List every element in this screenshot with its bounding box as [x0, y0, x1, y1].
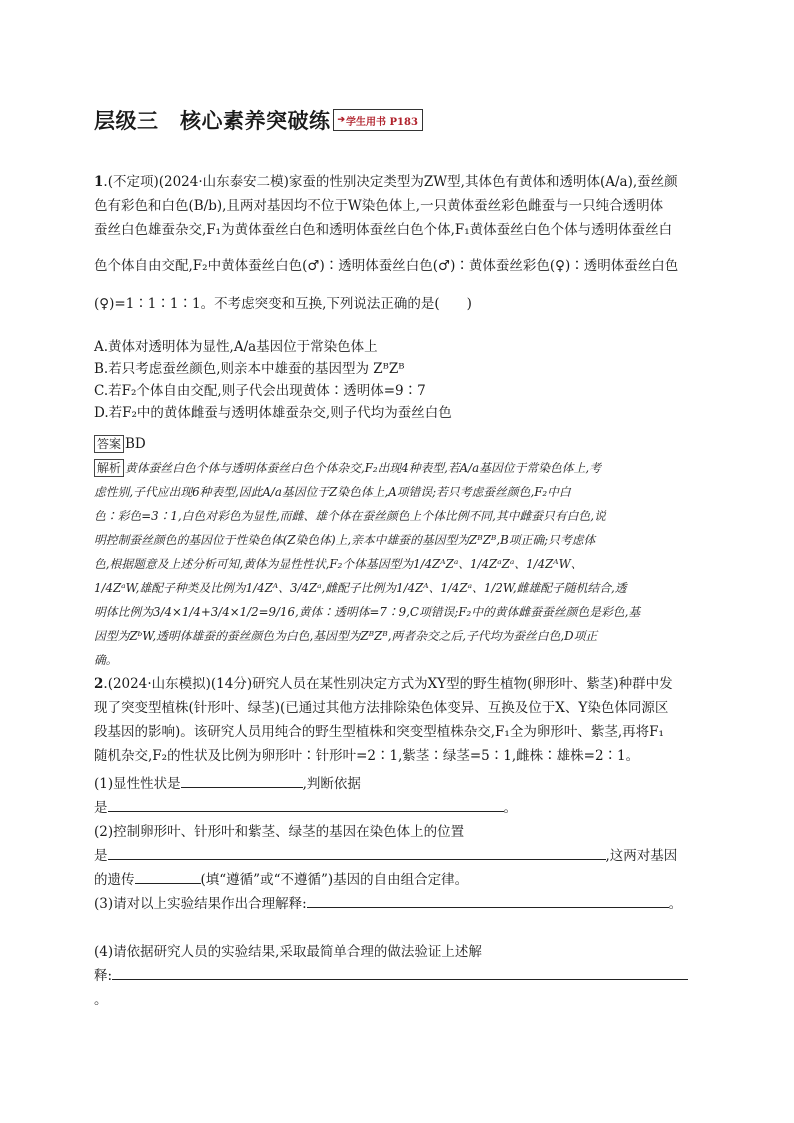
q2-number: 2 [94, 676, 104, 692]
q2-sub2-line-2 [94, 844, 700, 868]
sub3-prompt: (3)请对以上实验结果作出合理解释: [94, 896, 307, 912]
section-header [94, 104, 423, 136]
analysis-line-5: 色,根据题意及上述分析可知,黄体为显性性状,F₂个体基因型为1/4ZᴬZᵃ、1/4ZᵃZᵃ、1/4ZᴬW、 [94, 557, 583, 571]
q1-answer-row [94, 434, 700, 454]
sub1-reason-label: ,判断依据 [302, 776, 361, 792]
q1-option-c: C.若F₂个体自由交配,则子代会出现黄体∶透明体=9∶7 [94, 383, 426, 399]
q1-analysis [94, 456, 700, 672]
sub1-end: 。 [503, 800, 517, 816]
q1-options [94, 336, 700, 424]
q2-sub4-line-2 [94, 964, 700, 988]
ref-badge-text: 学生用书 P183 [346, 116, 418, 128]
analysis-line-7: 明体比例为3/4×1/4+3/4×1/2=9/16,黄体∶透明体=7∶9,C项错误;F₂中的黄体雌蚕蚕丝颜色是彩色,基 [94, 605, 641, 619]
q1-line-2: 色有彩色和白色(B/b),且两对基因均不位于W染色体上,一只黄体蚕丝彩色雌蚕与一只纯合透明体 [94, 198, 664, 214]
q2-line-3: 段基因的影响)。该研究人员用纯合的野生型植株和突变型植株杂交,F₁全为卵形叶、紫茎,再将F₁ [94, 724, 664, 740]
sub2-follow-blank[interactable] [135, 869, 201, 884]
textbook-page-reference [333, 109, 423, 131]
q1-option-d: D.若F₂中的黄体雌蚕与透明体雄蚕杂交,则子代均为蚕丝白色 [94, 405, 452, 421]
sub2-tail: ,这两对基因 [605, 848, 678, 864]
question-2 [94, 672, 700, 768]
q1-answer: BD [125, 436, 146, 452]
analysis-line-9: 确。 [94, 653, 118, 667]
analysis-line-8: 因型为ZᵇW,透明体雄蚕的蚕丝颜色为白色,基因型为ZᴮZᴮ,两者杂交之后,子代均为蚕丝白色,D项正 [94, 629, 598, 643]
q1-number: 1 [94, 174, 104, 190]
q2-sub1-line-1 [94, 772, 700, 796]
sub1-shi: 是 [94, 800, 108, 816]
analysis-line-3: 色∶彩色=3∶1,白色对彩色为显性,而雌、雄个体在蚕丝颜色上个体比例不同,其中雌蚕只有白色,说 [94, 509, 606, 523]
analysis-line-4: 明控制蚕丝颜色的基因位于性染色体(Z染色体)上,亲本中雄蚕的基因型为ZᴮZᴮ,B项正确;只考虑体 [94, 533, 596, 547]
q1-option-b: B.若只考虑蚕丝颜色,则亲本中雄蚕的基因型为 ZᴮZᴮ [94, 361, 405, 377]
q2-text-1: .(2024·山东模拟)(14分)研究人员在某性别决定方式为XY型的野生植物(卵形叶、紫茎)种群中发 [103, 676, 673, 692]
sub4-shi: 释: [94, 968, 113, 984]
q1-line-3: 蚕丝白色雄蚕杂交,F₁为黄体蚕丝白色和透明体蚕丝白色个体,F₁黄体蚕丝白色个体与透明体蚕丝白 [94, 222, 673, 238]
answer-label: 答案 [94, 435, 124, 453]
q2-sub2-line-3 [94, 868, 700, 892]
sub1-dominant-blank[interactable] [181, 773, 303, 788]
q1-text-1: .(不定项)(2024·山东泰安二模)家蚕的性别决定类型为ZW型,其体色有黄体和透明体(A/a),蚕丝颜 [103, 174, 678, 190]
sub2-shi: 是 [94, 848, 108, 864]
q2-sub-4 [94, 940, 700, 1012]
q1-line-1 [94, 170, 700, 194]
q2-line-1 [94, 672, 700, 696]
analysis-line-1 [94, 456, 700, 480]
sub2-location-blank[interactable] [108, 845, 606, 860]
sub3-end: 。 [668, 896, 683, 912]
q2-line-4: 随机杂交,F₂的性状及比例为卵形叶∶针形叶=2∶1,紫茎∶绿茎=5∶1,雌株∶雄株=2∶1。 [94, 748, 640, 764]
analysis-text-1: 黄体蚕丝白色个体与透明体蚕丝白色个体杂交,F₂出现4种表型,若A/a基因位于常染色体上,考 [125, 461, 601, 475]
sub4-method-blank[interactable] [112, 965, 688, 980]
q2-line-2: 现了突变型植株(针形叶、绿茎)(已通过其他方法排除染色体变异、互换及位于X、Y染色体同源区 [94, 700, 669, 716]
analysis-line-2: 虑性别,子代应出现6种表型,因此A/a基因位于Z染色体上,A项错误;若只考虑蚕丝颜色,F₂中白 [94, 485, 571, 499]
q2-sub-1 [94, 772, 700, 820]
q1-line-5: (♀)=1∶1∶1∶1。不考虑突变和互换,下列说法正确的是( ) [94, 296, 472, 312]
q2-sub3-line [94, 892, 700, 916]
q2-sub-2 [94, 820, 700, 892]
sub1-reason-blank[interactable] [108, 797, 504, 812]
q2-sub2-line-1: (2)控制卵形叶、针形叶和紫茎、绿茎的基因在染色体上的位置 [94, 824, 465, 840]
q2-sub1-line-2 [94, 796, 700, 820]
sub2-yichuan: 的遗传 [94, 872, 135, 888]
sub1-prompt: (1)显性性状是 [94, 776, 181, 792]
analysis-label: 解析 [94, 459, 124, 477]
analysis-line-6: 1/4ZᵃW,雄配子种类及比例为1/4Zᴬ、3/4Zᵃ,雌配子比例为1/4Zᴬ、1/4Zᵃ、1/2W,雌雄配子随机结合,透 [94, 581, 627, 595]
q2-sub4-line-3: 。 [94, 992, 108, 1008]
q1-option-a: A.黄体对透明体为显性,A/a基因位于常染色体上 [94, 339, 378, 355]
q1-line-4: 色个体自由交配,F₂中黄体蚕丝白色(♂)∶透明体蚕丝白色(♂)∶黄体蚕丝彩色(♀)∶透明体蚕丝白色 [94, 258, 679, 274]
arrow-right-icon: ➔ [337, 115, 346, 125]
q2-sub4-line-1: (4)请依据研究人员的实验结果,采取最简单合理的做法验证上述解 [94, 944, 482, 960]
question-1 [94, 170, 700, 316]
sub3-explanation-blank[interactable] [307, 893, 669, 908]
section-title: 层级三 核心素养突破练 [94, 109, 331, 133]
sub2-instruction: (填“遵循”或“不遵循”)基因的自由组合定律。 [200, 872, 469, 888]
q2-sub-3 [94, 892, 700, 916]
